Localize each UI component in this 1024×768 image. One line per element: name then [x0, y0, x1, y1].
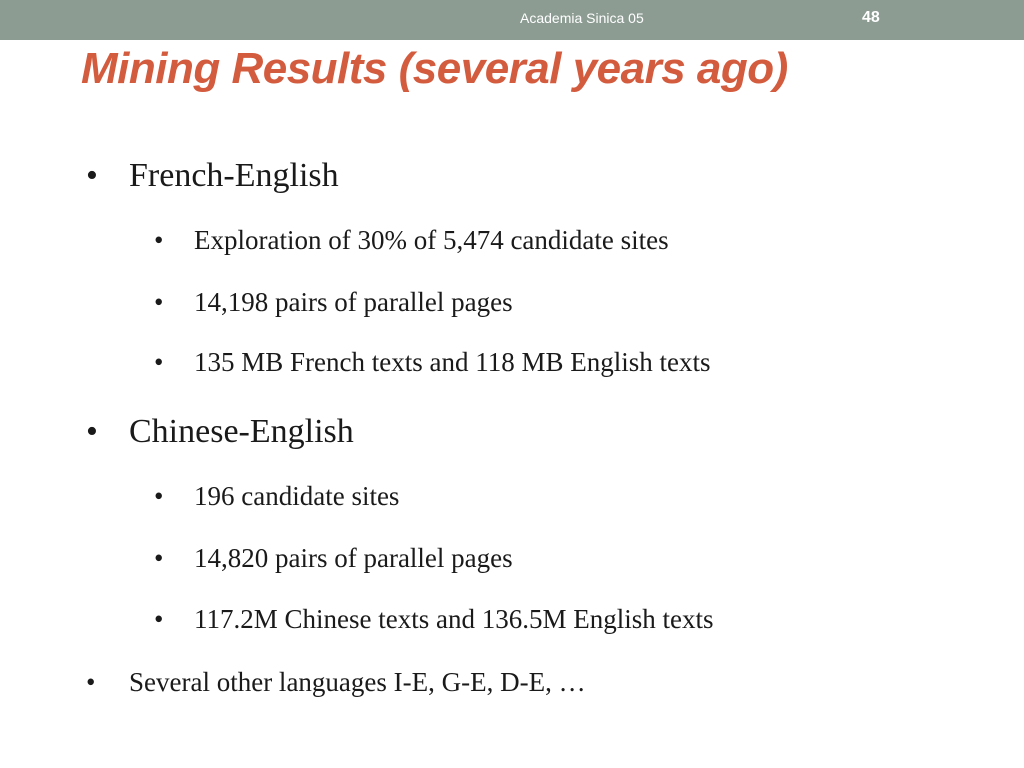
sub-bullet-text: 117.2M Chinese texts and 136.5M English texts [194, 604, 714, 634]
footer-text: Academia Sinica 05 [520, 10, 644, 26]
bullet-dot: • [86, 157, 98, 194]
sub-bullet-text: 135 MB French texts and 118 MB English texts [194, 347, 711, 377]
sub-bullet-text: Exploration of 30% of 5,474 candidate sites [194, 225, 669, 255]
bullet-dot: • [154, 347, 164, 377]
slide-number: 48 [862, 9, 880, 26]
bullet-dot: • [154, 225, 164, 255]
bullet-dot: • [154, 543, 164, 573]
bullet-text: French-English [129, 157, 339, 194]
sub-bullet-text: 196 candidate sites [194, 481, 400, 511]
bullet-text: Several other languages I-E, G-E, D-E, … [129, 667, 586, 697]
sub-bullet-text: 14,820 pairs of parallel pages [194, 543, 513, 573]
bullet-text: Chinese-English [129, 413, 354, 450]
bullet-dot: • [154, 481, 164, 511]
bullet-dot: • [86, 667, 96, 697]
bullet-dot: • [154, 287, 164, 317]
slide-title: Mining Results (several years ago) [81, 44, 788, 93]
sub-bullet-text: 14,198 pairs of parallel pages [194, 287, 513, 317]
bullet-dot: • [154, 604, 164, 634]
bullet-dot: • [86, 413, 98, 450]
